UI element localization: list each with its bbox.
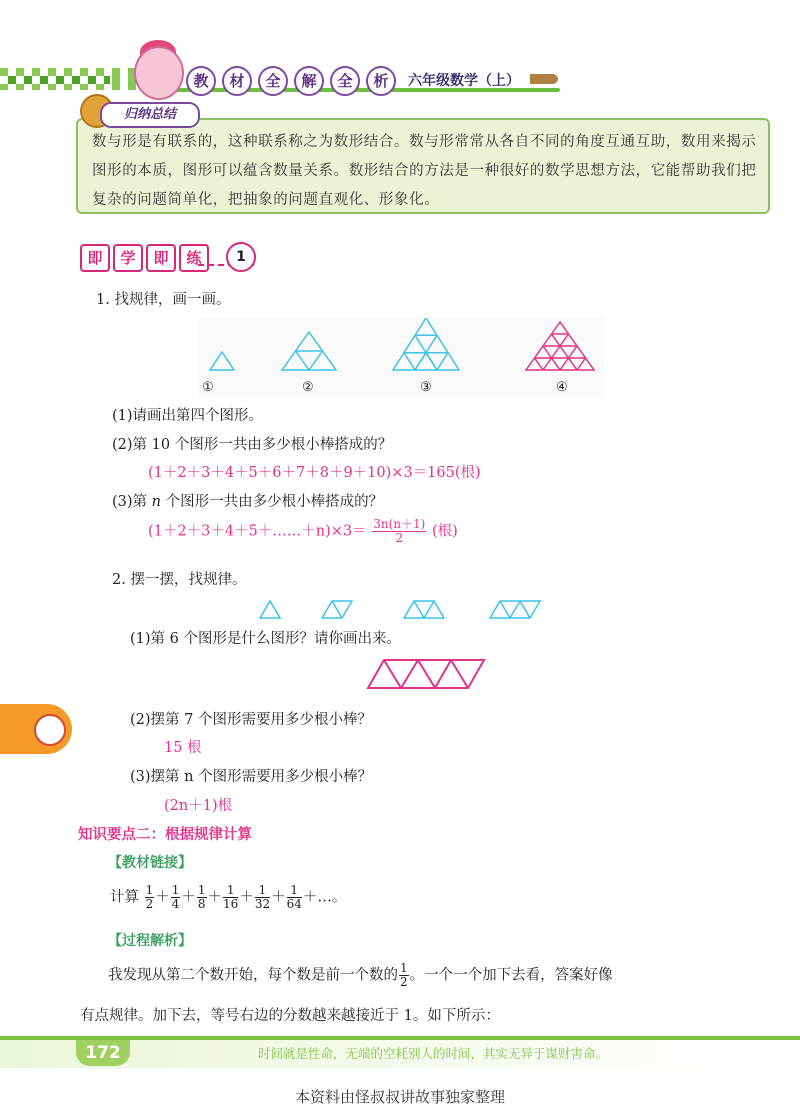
denominator: 2 <box>400 975 408 989</box>
calc-suffix: ＋…。 <box>302 889 347 906</box>
fraction <box>287 884 302 911</box>
question-1-sub-3-a: (3)第 <box>112 494 152 510</box>
numerator: 1 <box>400 961 408 975</box>
header-title-char: 全 <box>258 66 288 96</box>
figure-label-4: ④ <box>556 380 568 395</box>
header-title-char: 全 <box>330 66 360 96</box>
practice-title-char: 学 <box>113 244 143 272</box>
question-1-answer-2: (1＋2＋3＋4＋5＋6＋7＋8＋9＋10)×3＝165(根) <box>148 465 481 481</box>
question-1-answer-3 <box>148 518 458 545</box>
figure-label-2: ② <box>302 380 314 395</box>
fraction <box>171 884 181 911</box>
fraction <box>223 884 238 911</box>
answer-3-numerator: 3n(n＋1) <box>373 517 426 531</box>
figure-label-1: ① <box>202 380 214 395</box>
analysis-text-b: 。一个一个加下去看，答案好像 <box>409 967 613 984</box>
practice-title <box>80 244 209 272</box>
numerator: 1 <box>145 883 154 897</box>
fraction <box>197 884 207 911</box>
credit-line: 本资料由怪叔叔讲故事独家整理 <box>294 1088 505 1106</box>
denominator: 64 <box>286 897 302 911</box>
triangle-figure-1 <box>210 352 234 370</box>
numerator: 1 <box>287 884 302 898</box>
denominator: 4 <box>171 897 180 911</box>
girl-mascot-icon <box>134 46 184 100</box>
figure-label-3: ③ <box>420 380 432 395</box>
pencil-icon <box>530 74 558 84</box>
section-heading: 知识要点二：根据规律计算 <box>78 827 252 843</box>
analysis-paragraph-1 <box>108 962 613 989</box>
summary-text: 数与形是有联系的，这种联系称之为数形结合。数与形常常从各自不同的角度互通互助，数用来揭示图形的本质，图形可以蕴含数量关系。数形结合的方法是一种很好的数学思想方法，它能帮助我们把复杂的问题简单化，把抽象的问题直观化、形象化。 <box>92 134 757 208</box>
numerator: 1 <box>255 884 270 898</box>
answer-3-fraction <box>372 518 426 545</box>
triangle-figure-2 <box>282 332 336 370</box>
book-title: 六年级数学（上） <box>408 73 520 89</box>
question-2-sub-2: (2)摆第 7 个图形需要用多少根小棒？ <box>130 712 372 728</box>
header-title-char: 材 <box>222 66 252 96</box>
calc-prefix: 计算 <box>110 889 139 906</box>
question-1-stem: 1. 找规律，画一画。 <box>96 292 231 308</box>
question-1-sub-3 <box>112 490 383 511</box>
question-1-sub-1: (1)请画出第四个图形。 <box>112 408 264 424</box>
question-2-answer-2: 15 根 <box>164 740 202 756</box>
question-2-sub-3: (3)摆第 n 个图形需要用多少根小棒？ <box>130 769 373 785</box>
sixth-figure-answer <box>364 656 490 692</box>
fraction <box>145 884 155 911</box>
answer-3-right: (根) <box>431 523 458 540</box>
analysis-text-a: 我发现从第二个数开始，每个数是前一个数的 <box>108 967 398 984</box>
cartoon-face-icon <box>34 714 66 746</box>
numerator: 1 <box>171 883 180 897</box>
header-title-char: 析 <box>366 66 396 96</box>
triangle-figure-3 <box>393 318 459 370</box>
trapezoid-sequence <box>256 598 546 622</box>
variable-n: n <box>151 494 161 510</box>
header-title-char: 教 <box>186 66 216 96</box>
sequence-figure-4 <box>490 601 540 618</box>
question-1-sub-2: (2)第 10 个图形一共由多少根小棒搭成的？ <box>112 437 393 453</box>
header-title-char: 解 <box>294 66 324 96</box>
triangle-figure-4-answer <box>526 322 594 370</box>
question-2-sub-1: (1)第 6 个图形是什么图形？请你画出来。 <box>130 631 401 647</box>
denominator: 2 <box>145 897 154 911</box>
denominator: 16 <box>223 897 239 911</box>
denominator: 8 <box>197 897 206 911</box>
header-title <box>186 66 396 96</box>
textbook-link-tag: 【教材链接】 <box>108 855 192 871</box>
footer-motto: 时间就是性命，无端的空耗别人的时间，其实无异于谋财害命。 <box>258 1046 609 1061</box>
analysis-paragraph-2: 有点规律。加下去，等号右边的分数越来越接近于 1。如下所示： <box>80 1008 500 1024</box>
answer-3-denominator: 2 <box>395 531 404 545</box>
numerator: 1 <box>197 883 206 897</box>
denominator: 32 <box>254 897 271 911</box>
page-number: 172 <box>76 1040 130 1066</box>
question-2-stem: 2. 摆一摆，找规律。 <box>112 572 247 588</box>
sequence-figure-3 <box>404 601 444 618</box>
triangle-figures <box>198 318 604 400</box>
answer-3-left: (1＋2＋3＋4＋5＋……＋n)×3＝ <box>148 523 367 540</box>
practice-title-char: 即 <box>80 244 110 272</box>
question-2-answer-3: (2n＋1)根 <box>164 798 233 814</box>
sequence-figure-2 <box>322 601 352 618</box>
practice-title-char: 练 <box>179 244 209 272</box>
summary-tag: 归纳总结 <box>100 102 200 128</box>
fraction-half <box>399 962 409 989</box>
question-1-sub-3-b: 个图形一共由多少根小棒搭成的？ <box>161 494 384 510</box>
header-checker-pattern-2 <box>0 76 110 84</box>
sequence-figure-1 <box>260 601 280 618</box>
fraction <box>255 884 270 911</box>
practice-number: 1 <box>226 242 256 272</box>
numerator: 1 <box>223 884 238 898</box>
calc-expression: 计算 $\frac{1}{2}$ ＋ $\frac{1}{4}$ ＋ $\frac{1}{8}$ ＋ $\frac{1}{16}$ ＋ $\frac{1}{32}$ ＋ $\frac{1}{64}$ ＋…。 <box>110 883 347 911</box>
process-analysis-tag: 【过程解析】 <box>108 933 192 949</box>
practice-title-char: 即 <box>146 244 176 272</box>
